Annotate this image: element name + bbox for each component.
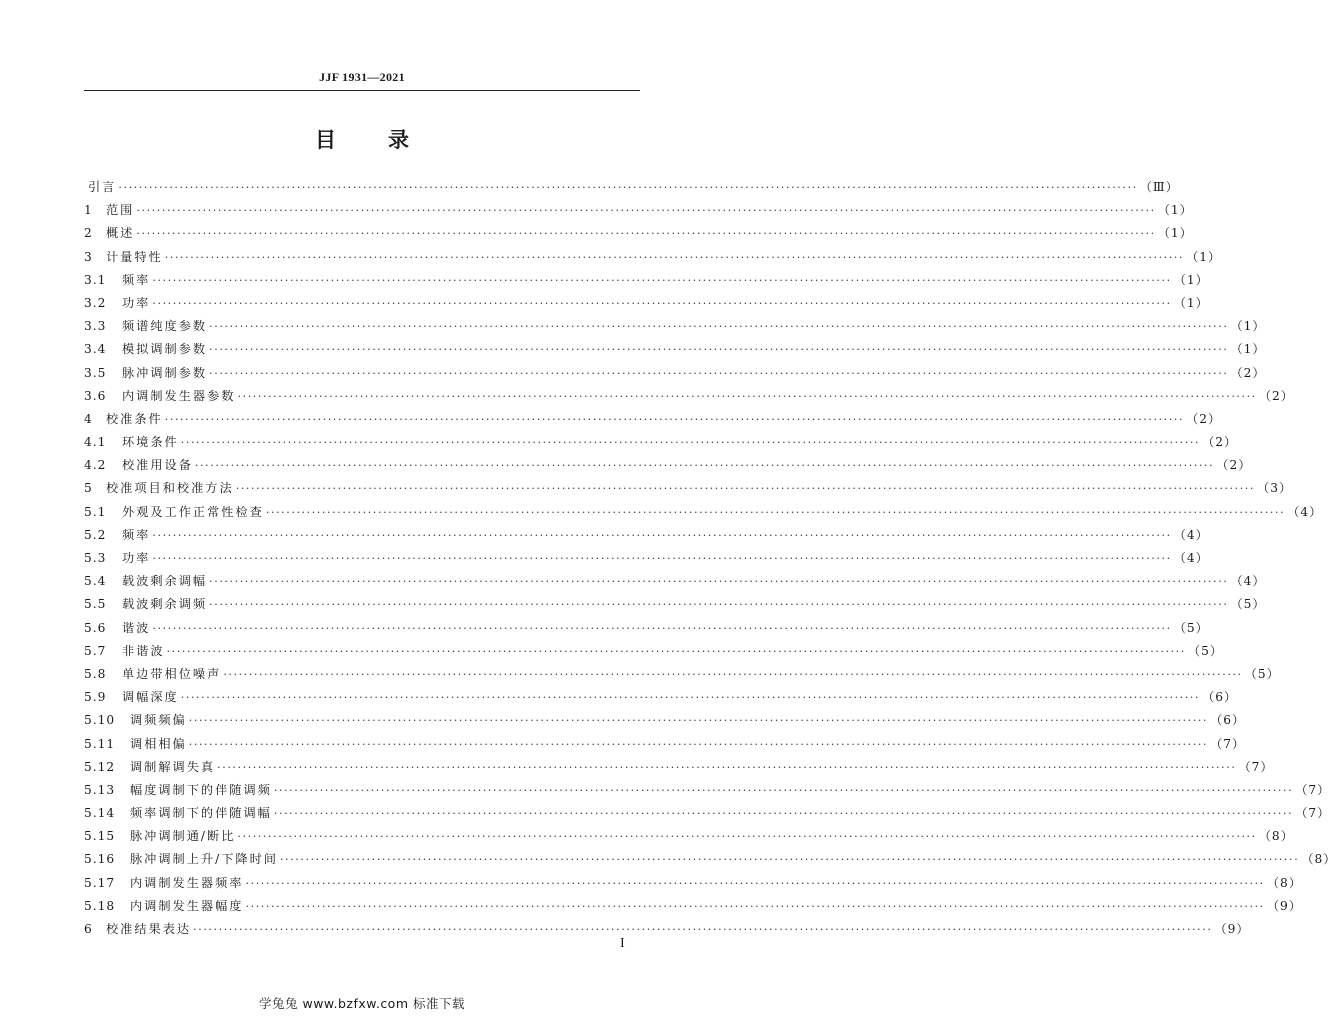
toc-dot-leader: ········································································································································································································	[166, 644, 1186, 658]
toc-entry-label: 范围	[106, 203, 135, 218]
toc-entry-page: （2）	[1186, 411, 1222, 426]
toc-entry[interactable]	[84, 269, 1209, 292]
page-title	[0, 124, 724, 154]
toc-entry-page: （4）	[1287, 504, 1323, 519]
toc-entry-page: （3）	[1257, 481, 1293, 496]
toc-entry-label: 脉冲调制参数	[122, 365, 208, 380]
toc-entry-label: 脉冲调制通/断比	[130, 829, 236, 844]
toc-entry-page: （1）	[1230, 342, 1266, 357]
toc-entry-number: 3.5	[84, 365, 107, 380]
toc-dot-leader: ········································································································································································································	[118, 181, 1138, 194]
toc-entry-page: （6）	[1202, 690, 1238, 705]
toc-dot-leader: ········································································································································································································	[164, 412, 1185, 426]
toc-dot-leader: ········································································································································································································	[273, 807, 1294, 821]
toc-dot-leader: ········································································································································································································	[237, 830, 1257, 844]
toc-entry-number: 5.3	[84, 551, 107, 565]
toc-entry-page: （7）	[1295, 806, 1331, 821]
title-char-2: 录	[388, 128, 409, 152]
toc-entry-number: 5.9	[84, 690, 107, 705]
toc-dot-leader: ········································································································································································································	[223, 667, 1243, 681]
toc-entry[interactable]	[84, 918, 1250, 941]
toc-entry-label: 校准条件	[106, 411, 163, 426]
toc-entry-number: 4.1	[84, 435, 107, 450]
toc-entry-label: 模拟调制参数	[122, 342, 208, 357]
toc-dot-leader: ········································································································································································································	[136, 227, 1156, 241]
toc-entry-page: （4）	[1173, 527, 1209, 542]
standard-code: JJF 1931—2021	[319, 70, 405, 84]
toc-entry[interactable]	[84, 338, 1266, 361]
toc-dot-leader: ········································································································································································································	[209, 575, 1229, 589]
toc-entry[interactable]	[84, 756, 1274, 779]
toc-entry-number: 5.16	[84, 852, 116, 867]
toc-entry[interactable]	[84, 199, 1193, 222]
toc-entry[interactable]	[84, 431, 1238, 454]
toc-entry-label: 非谐波	[122, 643, 165, 658]
toc-entry-number: 6	[84, 922, 93, 936]
toc-entry[interactable]	[84, 222, 1193, 245]
toc-entry-label: 内调制发生器参数	[122, 388, 236, 403]
toc-entry-number: 5.15	[84, 829, 116, 844]
toc-entry-page: （8）	[1266, 875, 1302, 890]
toc-entry-label: 载波剩余调频	[122, 597, 208, 612]
toc-entry[interactable]	[84, 640, 1224, 663]
toc-entry[interactable]	[84, 362, 1266, 385]
toc-entry[interactable]	[84, 872, 1302, 895]
toc-entry[interactable]	[84, 454, 1252, 477]
toc-dot-leader: ········································································································································································································	[245, 899, 1265, 913]
footer-watermark: 学兔兔 www.bzfxw.com 标准下载	[259, 996, 465, 1011]
toc-entry[interactable]	[84, 547, 1209, 570]
toc-dot-leader: ········································································································································································································	[188, 737, 1209, 751]
toc-dot-leader: ········································································································································································································	[273, 783, 1294, 797]
page-number: I	[620, 936, 625, 951]
toc-entry-label: 载波剩余调幅	[122, 574, 208, 589]
toc-entry-page: （1）	[1186, 249, 1222, 264]
toc-entry-number: 5.10	[84, 713, 116, 728]
toc-entry-number: 3	[84, 249, 93, 264]
toc-entry-number: 5.2	[84, 527, 107, 542]
toc-dot-leader: ········································································································································································································	[152, 552, 1172, 565]
toc-entry-number: 5.12	[84, 759, 116, 774]
toc-entry-page: （2）	[1258, 388, 1294, 403]
toc-entry-number: 5.11	[84, 736, 116, 751]
toc-dot-leader: ········································································································································································································	[180, 691, 1201, 705]
toc-dot-leader: ········································································································································································································	[265, 505, 1286, 519]
toc-entry-label: 频率	[122, 272, 151, 287]
toc-entry-page: （9）	[1266, 898, 1302, 913]
toc-dot-leader: ········································································································································································································	[152, 273, 1172, 287]
toc-entry-label: 频率调制下的伴随调幅	[130, 806, 272, 821]
toc-entry-label: 功率	[122, 551, 151, 565]
toc-entry[interactable]	[84, 779, 1331, 802]
toc-entry-label: 校准结果表达	[106, 922, 192, 936]
toc-dot-leader: ········································································································································································································	[209, 320, 1229, 334]
table-of-contents	[84, 176, 1336, 941]
toc-entry-number: 5.13	[84, 782, 116, 797]
toc-dot-leader: ········································································································································································································	[152, 621, 1172, 635]
title-char-1: 目	[315, 128, 336, 152]
toc-dot-leader: ········································································································································································································	[279, 853, 1300, 867]
toc-dot-leader: ········································································································································································································	[180, 436, 1201, 450]
toc-entry-page: （4）	[1173, 551, 1209, 565]
toc-entry-page: （8）	[1301, 852, 1336, 867]
toc-entry[interactable]	[84, 709, 1246, 732]
toc-entry-page: （6）	[1210, 713, 1246, 728]
toc-dot-leader: ········································································································································································································	[194, 459, 1215, 473]
toc-entry-label: 调相相偏	[130, 736, 187, 751]
toc-entry-page: （5）	[1187, 643, 1224, 658]
toc-entry-number: 5.6	[84, 620, 107, 635]
toc-entry[interactable]	[84, 825, 1294, 848]
toc-dot-leader: ········································································································································································································	[152, 296, 1172, 310]
toc-entry[interactable]	[84, 408, 1222, 431]
toc-dot-leader: ········································································································································································································	[164, 250, 1185, 264]
toc-entry-page: （1）	[1173, 295, 1209, 310]
toc-entry-number: 4	[84, 411, 93, 426]
toc-entry-page: （5）	[1244, 666, 1280, 681]
toc-entry-label: 外观及工作正常性检查	[122, 504, 264, 519]
toc-entry-label: 内调制发生器频率	[130, 875, 244, 890]
toc-entry[interactable]	[84, 570, 1266, 593]
toc-entry-number: 3.2	[84, 295, 107, 310]
toc-entry[interactable]	[84, 895, 1302, 918]
toc-entry-page: （1）	[1173, 272, 1209, 287]
toc-entry-number: 5.7	[84, 643, 107, 658]
toc-entry-number: 5.17	[84, 875, 116, 890]
toc-entry[interactable]	[84, 802, 1331, 825]
toc-entry-page: （1）	[1157, 226, 1193, 241]
toc-entry-label: 频率	[122, 527, 151, 542]
toc-entry-page: （5）	[1173, 620, 1209, 635]
toc-entry[interactable]	[84, 315, 1266, 338]
toc-entry-label: 校准项目和校准方法	[106, 481, 234, 496]
toc-entry[interactable]	[84, 385, 1294, 408]
toc-dot-leader: ········································································································································································································	[209, 598, 1229, 612]
toc-entry-page: （2）	[1230, 365, 1266, 380]
toc-entry-page: （7）	[1238, 759, 1274, 774]
toc-dot-leader: ········································································································································································································	[245, 876, 1265, 890]
toc-entry[interactable]	[84, 617, 1209, 640]
toc-entry-label: 功率	[122, 295, 151, 310]
toc-entry-page: （2）	[1216, 458, 1252, 473]
toc-dot-leader: ········································································································································································································	[209, 366, 1229, 380]
toc-entry-label: 引言	[88, 180, 117, 194]
toc-dot-leader: ········································································································································································································	[193, 923, 1213, 936]
toc-dot-leader: ········································································································································································································	[217, 760, 1237, 774]
toc-entry[interactable]	[84, 501, 1323, 524]
toc-entry-page: （5）	[1230, 597, 1266, 612]
toc-dot-leader: ········································································································································································································	[235, 482, 1256, 496]
toc-entry[interactable]	[84, 686, 1238, 709]
toc-dot-leader: ········································································································································································································	[237, 389, 1257, 403]
toc-entry-number: 3.3	[84, 319, 107, 334]
toc-dot-leader: ········································································································································································································	[188, 714, 1209, 728]
toc-entry-label: 谐波	[122, 620, 151, 635]
toc-entry-number: 5.1	[84, 504, 107, 519]
toc-entry-number: 3.6	[84, 388, 107, 403]
toc-entry[interactable]	[84, 848, 1336, 871]
toc-entry-number: 3.4	[84, 342, 107, 357]
toc-dot-leader: ········································································································································································································	[152, 528, 1172, 542]
toc-entry-page: （7）	[1210, 736, 1246, 751]
toc-entry-label: 调幅深度	[122, 690, 179, 705]
toc-entry-label: 环境条件	[122, 435, 179, 450]
toc-entry[interactable]	[84, 593, 1266, 616]
toc-entry-page: （4）	[1230, 574, 1266, 589]
toc-entry-number: 5.8	[84, 666, 107, 681]
toc-entry-label: 调制解调失真	[130, 759, 216, 774]
toc-entry[interactable]	[84, 292, 1209, 315]
toc-entry-page: （7）	[1295, 782, 1331, 797]
toc-entry-label: 概述	[106, 226, 135, 241]
header-rule	[84, 90, 640, 91]
toc-entry-label: 单边带相位噪声	[122, 666, 222, 681]
toc-entry-number: 5.4	[84, 574, 107, 589]
toc-entry-number: 1	[84, 203, 93, 218]
toc-entry[interactable]	[84, 663, 1280, 686]
toc-entry-label: 调频频偏	[130, 713, 187, 728]
toc-entry-label: 内调制发生器幅度	[130, 898, 244, 913]
toc-dot-leader: ········································································································································································································	[136, 204, 1156, 218]
toc-entry-number: 4.2	[84, 458, 107, 473]
toc-entry[interactable]	[84, 477, 1293, 500]
toc-entry-page: （Ⅲ）	[1139, 180, 1179, 194]
toc-entry-label: 脉冲调制上升/下降时间	[130, 852, 278, 867]
toc-entry-number: 5.18	[84, 898, 116, 913]
toc-entry[interactable]	[84, 524, 1209, 547]
toc-entry-label: 计量特性	[106, 249, 163, 264]
toc-entry-label: 频谱纯度参数	[122, 319, 208, 334]
toc-entry-page: （9）	[1214, 922, 1250, 936]
toc-entry[interactable]	[84, 246, 1222, 269]
toc-entry-number: 2	[84, 226, 93, 241]
toc-entry-page: （2）	[1202, 435, 1238, 450]
toc-dot-leader: ········································································································································································································	[209, 343, 1229, 357]
toc-entry-page: （8）	[1258, 829, 1294, 844]
toc-entry-number: 5.14	[84, 806, 116, 821]
toc-entry-page: （1）	[1157, 203, 1193, 218]
toc-entry-number: 5	[84, 481, 93, 496]
toc-entry-label: 幅度调制下的伴随调频	[130, 782, 272, 797]
toc-entry-number: 5.5	[84, 597, 107, 612]
toc-entry-page: （1）	[1230, 319, 1266, 334]
toc-entry[interactable]	[84, 176, 1179, 199]
toc-entry[interactable]	[84, 733, 1246, 756]
toc-entry-number: 3.1	[84, 272, 107, 287]
toc-entry-label: 校准用设备	[122, 458, 193, 473]
